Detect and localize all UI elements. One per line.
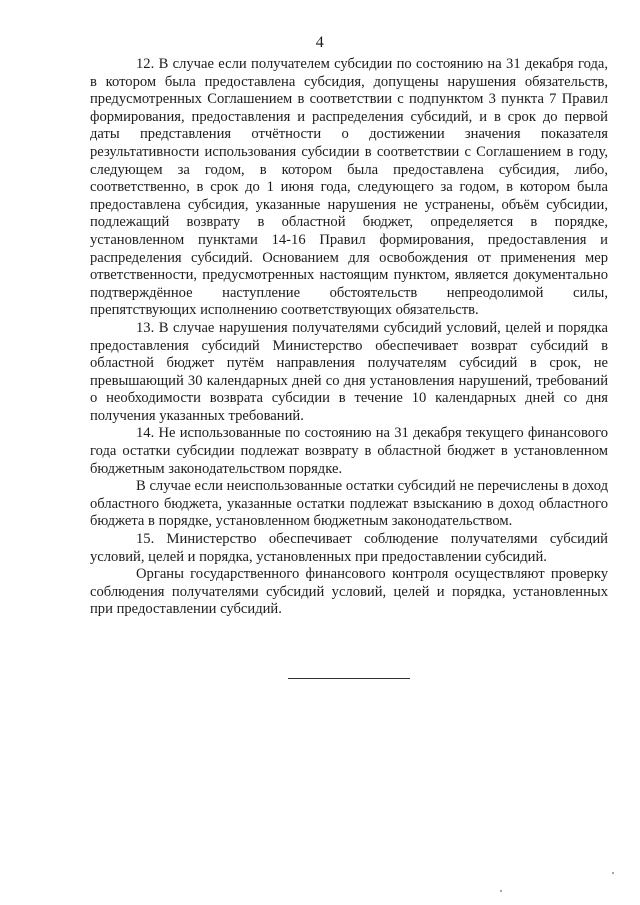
paragraph-12: 12. В случае если получателем субсидии по состоянию на 31 декабря года, в котором была предоставлена субсидия, допущены нарушения обязательств, предусмотренных Соглашением в соответствии с подпунктом 3 пункта 7 Правил формирования, предоставления и распределения субсидий, и в срок до первой даты представления отчётности о достижении значения показателя результативности использования субсидии в соответствии с Соглашением в году, следующем за годом, в котором была предоставлена субсидия, либо, соответственно, в срок до 1 июня года, следующего за годом, в котором была предоставлена субсидия, указанные нарушения не устранены, объём субсидии, подлежащий возврату в областной бюджет, определяется в порядке, установленном пунктами 14-16 Правил формирования, предоставления и распределения субсидий. Основанием для освобождения от применения мер ответственности, предусмотренных настоящим пунктом, является документально подтверждённое наступление обстоятельств непреодолимой силы, препятствующих исполнению соответствующих обязательств. — [90, 56, 608, 319]
closing-separator-line — [288, 678, 410, 679]
paragraph-14-continued: В случае если неиспользованные остатки субсидий не перечислены в доход областного бюджета, указанные остатки подлежат взысканию в доход областного бюджета в порядке, установленном бюджетным законодательством. — [90, 478, 608, 530]
paragraph-14: 14. Не использованные по состоянию на 31 декабря текущего финансового года остатки субсидии подлежат возврату в областной бюджет в установленном бюджетным законодательством порядке. — [90, 425, 608, 477]
document-body — [90, 56, 608, 619]
scan-speck — [500, 890, 502, 892]
paragraph-15: 15. Министерство обеспечивает соблюдение получателями субсидий условий, целей и порядка, установленных при предоставлении субсидий. — [90, 531, 608, 565]
page-number: 4 — [315, 34, 325, 51]
paragraph-13: 13. В случае нарушения получателями субсидий условий, целей и порядка предоставления субсидий Министерство обеспечивает возврат субсидий в областной бюджет путём направления получателям субсидий в срок, не превышающий 30 календарных дней со дня установления нарушений, требований о необходимости возврата субсидии в течение 10 календарных дней со дня получения указанных требований. — [90, 319, 608, 424]
scan-speck — [612, 872, 614, 874]
paragraph-15-continued: Органы государственного финансового контроля осуществляют проверку соблюдения получателями субсидий условий, целей и порядка, установленных при предоставлении субсидий. — [90, 566, 608, 618]
